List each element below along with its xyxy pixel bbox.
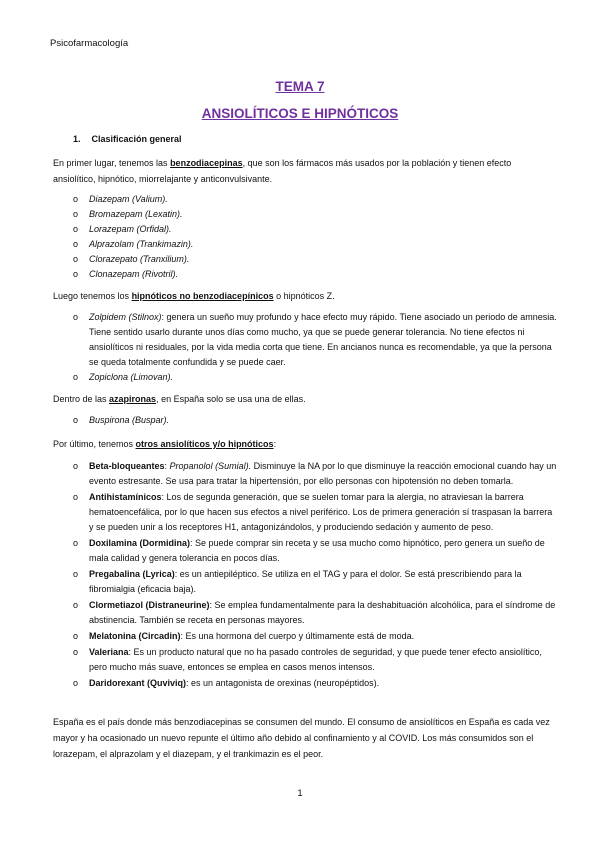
closing-paragraph: España es el país donde más benzodiacepinas se consumen del mundo. El consumo de ansiolíticos en España es cada vez mayor y ha ocasionado un nuevo repunte el último año debido al confinamiento y al COVID. Los más consumidos son el lorazepam, el alprazolam y el diazepam, y el trankimazin es el peor.: [53, 717, 550, 759]
list-item: o Antihistamínicos: Los de segunda generación, que se suelen tomar para la alergia, no atraviesan la barrera hematoencefálica, por lo que hacen sus efectos a nivel periférico. Los de primera generación sí traspasan la barrera y se pueden unir a los receptores H1, antagonizándolos, y produciendo sedación y aumento de peso.: [73, 492, 553, 532]
list-item: o Doxilamina (Dormidina): Se puede comprar sin receta y se usa mucho como hipnótico, pero genera un sueño de mala calidad y genera tolerancia en pocos días.: [73, 538, 545, 563]
intro-post: , que son los fármacos más usados por la población y tienen efecto ansiolítico, hipnótico, miorrelajante y anticonvulsivante.: [53, 158, 512, 184]
other-anxiolytics-list: [73, 459, 558, 692]
list-item: o Beta-bloqueantes: Propanolol (Sumial). Disminuye la NA por lo que disminuye la reacción emocional cuando hay un evento estresante. Se usa para tratar la hipertensión, por ello personas con hipotensión no deben tomarla.: [73, 461, 557, 486]
list-item: o Buspirona (Buspar).: [73, 415, 170, 425]
others-paragraph: Por último, tenemos otros ansiolíticos y/o hipnóticos:: [53, 439, 277, 449]
running-header: Psicofarmacología: [50, 38, 129, 49]
topic-subtitle: ANSIOLÍTICOS E HIPNÓTICOS: [201, 106, 399, 121]
nonbenzo-term: hipnóticos no benzodiacepínicos: [131, 291, 274, 301]
list-item: o Clorazepato (Tranxilium).: [73, 254, 190, 264]
list-item: o Alprazolam (Trankimazin).: [73, 239, 194, 249]
section-heading: [73, 134, 182, 144]
list-item: o Bromazepam (Lexatin).: [73, 209, 183, 219]
intro-paragraph: [53, 155, 553, 187]
others-term: otros ansiolíticos y/o hipnóticos: [135, 439, 274, 449]
page-number: 1: [297, 788, 303, 799]
list-item: o Zolpidem (Stilnox): genera un sueño muy profundo y hace efecto muy rápido. Tiene asociado un periodo de amnesia. Tiene sentido usarlo durante unos días como mucho, ya que se puede generar tolerancia. No tiene efectos ni ansiolíticos ni residuales, por la vida media corta que tiene. En ancianos nunca es recomendable, ya que la persona se queda totalmente confundida y se puede caer.: [73, 312, 557, 367]
list-item: o Lorazepam (Orfidal).: [73, 224, 172, 234]
section-label: Clasificación general: [91, 134, 182, 144]
list-item: o Daridorexant (Quviviq): es un antagonista de orexinas (neuropéptidos).: [73, 678, 380, 688]
list-item: o Clormetiazol (Distraneurine): Se emplea fundamentalmente para la deshabituación alcohólica, para el síndrome de abstinencia. También se receta en personas mayores.: [73, 600, 556, 625]
list-item: o Valeriana: Es un producto natural que no ha pasado controles de seguridad, y que puede tener efecto ansiolítico, pero mucho más suave, entonces se emplea en casos menos intensos.: [73, 647, 542, 672]
section-number: 1.: [73, 134, 81, 144]
list-item: o Diazepam (Valium).: [73, 194, 168, 204]
list-item: o Pregabalina (Lyrica): es un antiepiléptico. Se utiliza en el TAG y para el dolor. Se está prescribiendo para la fibromialgia (eficacia baja).: [73, 569, 522, 594]
list-item: o Zopiclona (Limovan).: [73, 372, 174, 382]
topic-title: TEMA 7: [275, 79, 325, 94]
nonbenzo-list: [73, 310, 558, 385]
intro-term: benzodiacepinas: [170, 158, 243, 168]
azapirone-list: [73, 413, 558, 428]
azapirone-paragraph: Dentro de las azapironas, en España solo se usa una de ellas.: [53, 394, 306, 404]
intro-pre: En primer lugar, tenemos las: [53, 158, 171, 168]
azapirone-term: azapironas: [109, 394, 157, 404]
benzodiazepine-list: [73, 192, 558, 282]
list-item: o Melatonina (Circadin): Es una hormona del cuerpo y últimamente está de moda.: [73, 631, 415, 641]
list-item: o Clonazepam (Rivotril).: [73, 269, 179, 279]
nonbenzo-paragraph: Luego tenemos los hipnóticos no benzodiacepínicos o hipnóticos Z.: [53, 291, 335, 301]
